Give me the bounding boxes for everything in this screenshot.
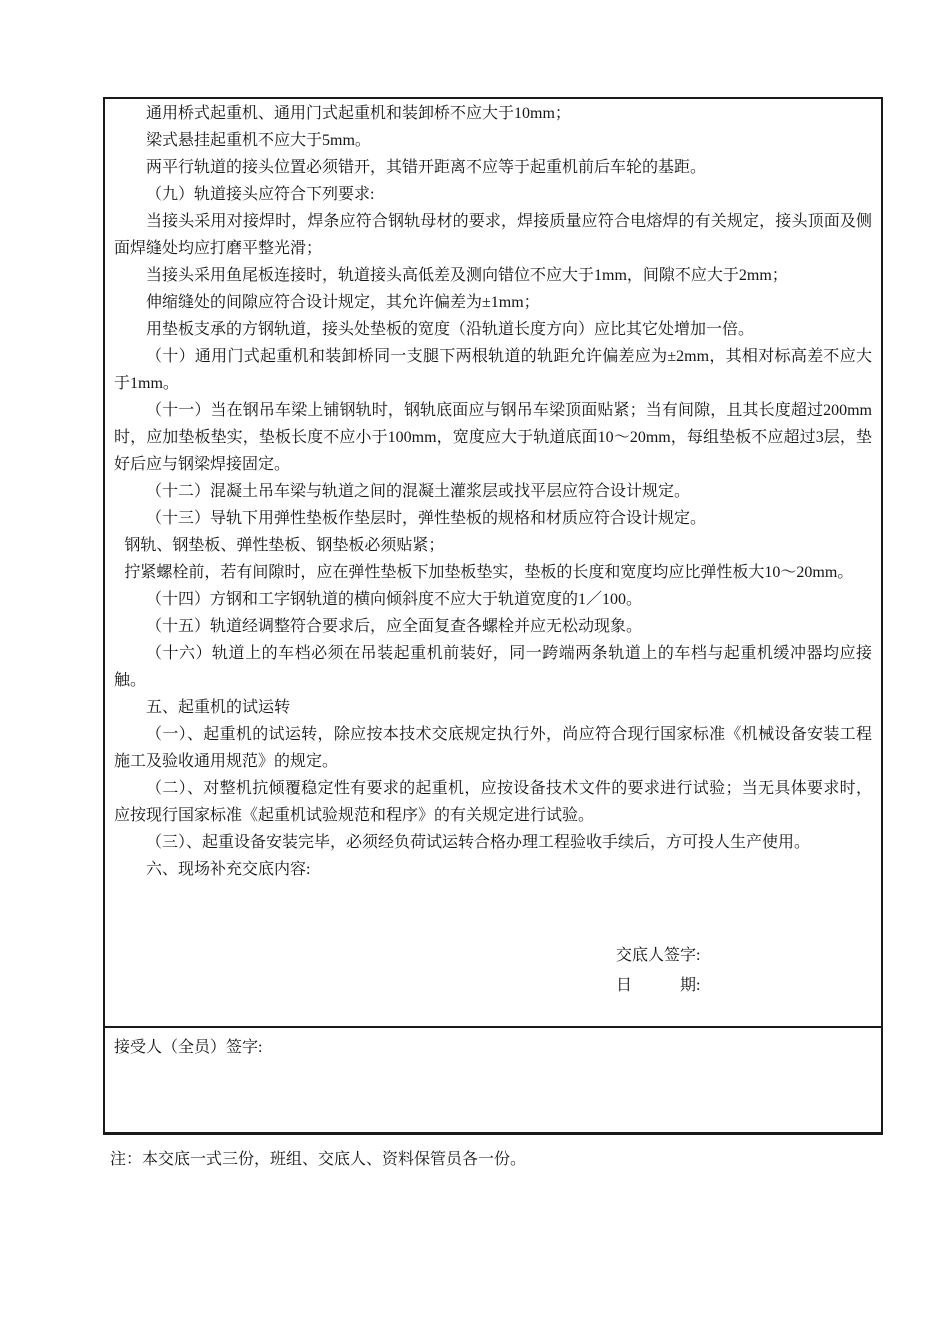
- paragraph: 钢轨、钢垫板、弹性垫板、钢垫板必须贴紧；: [124, 537, 445, 554]
- paragraph: 当接头采用鱼尾板连接时，轨道接头高低差及测向错位不应大于1mm，间隙不应大于2mm；: [146, 267, 788, 284]
- paragraph: 伸缩缝处的间隙应符合设计规定，其允许偏差为±1mm；: [146, 294, 540, 311]
- paragraph: （十一）当在钢吊车梁上铺钢轨时，钢轨底面应与钢吊车梁顶面贴紧；当有间隙，且其长度超过200mm时，应加垫板垫实，垫板长度不应小于100mm，宽度应大于轨道底面10～20mm，每组垫板不应超过3层，垫好后应与钢梁焊接固定。: [114, 402, 872, 473]
- paragraph: （十六）轨道上的车档必须在吊装起重机前装好，同一跨端两条轨道上的车档与起重机缓冲器均应接触。: [114, 645, 872, 689]
- paragraph: 梁式悬挂起重机不应大于5mm。: [146, 132, 371, 149]
- paragraph-list: [114, 100, 872, 883]
- paragraph: （九）轨道接头应符合下列要求:: [146, 186, 375, 203]
- paragraph: （十二）混凝土吊车梁与轨道之间的混凝土灌浆层或找平层应符合设计规定。: [146, 483, 691, 500]
- signature-block: [616, 941, 872, 1001]
- paragraph: 当接头采用对接焊时，焊条应符合钢轨母材的要求，焊接质量应符合电熔焊的有关规定，接头顶面及侧面焊缝处均应打磨平整光滑；: [114, 213, 872, 257]
- paragraph: （十五）轨道经调整符合要求后，应全面复查各螺栓并应无松动现象。: [146, 618, 643, 635]
- paragraph: 通用桥式起重机、通用门式起重机和装卸桥不应大于10mm；: [146, 105, 571, 122]
- paragraph: 用垫板支承的方钢轨道，接头处垫板的宽度（沿轨道长度方向）应比其它处增加一倍。: [146, 321, 755, 338]
- disclosure-content-cell: [103, 97, 883, 1028]
- paragraph: （十三）导轨下用弹性垫板作垫层时，弹性垫板的规格和材质应符合设计规定。: [146, 510, 707, 527]
- footnote-text: 注：本交底一式三份，班组、交底人、资料保管员各一份。: [110, 1151, 527, 1168]
- paragraph: （十四）方钢和工字钢轨道的横向倾斜度不应大于轨道宽度的1／100。: [146, 591, 643, 608]
- paragraph: 六、现场补充交底内容:: [146, 861, 311, 878]
- briefer-signature-label: 交底人签字:: [616, 947, 701, 964]
- paragraph: （一）、起重机的试运转，除应按本技术交底规定执行外，尚应符合现行国家标准《机械设备安装工程施工及验收通用规范》的规定。: [114, 726, 872, 770]
- footnote: [110, 1146, 526, 1173]
- paragraph: 拧紧螺栓前，若有间隙时，应在弹性垫板下加垫板垫实，垫板的长度和宽度均应比弹性板大10～20mm。: [124, 564, 854, 581]
- paragraph: 两平行轨道的接头位置必须错开，其错开距离不应等于起重机前后车轮的基距。: [146, 159, 707, 176]
- date-label: 日 期:: [616, 977, 701, 994]
- paragraph: 五、起重机的试运转: [146, 699, 291, 716]
- paragraph: （三）、起重设备安装完毕，必须经负荷试运转合格办理工程验收手续后，方可投人生产使用。: [146, 834, 811, 851]
- receiver-signature-cell: [103, 1028, 883, 1135]
- paragraph: （十）通用门式起重机和装卸桥同一支腿下两根轨道的轨距允许偏差应为±2mm，其相对标高差不应大于1mm。: [114, 348, 872, 392]
- receiver-signature-label: 接受人（全员）签字:: [114, 1039, 263, 1056]
- paragraph: （二）、对整机抗倾覆稳定性有要求的起重机，应按设备技术文件的要求进行试验；当无具体要求时，应按现行国家标准《起重机试验规范和程序》的有关规定进行试验。: [114, 780, 872, 824]
